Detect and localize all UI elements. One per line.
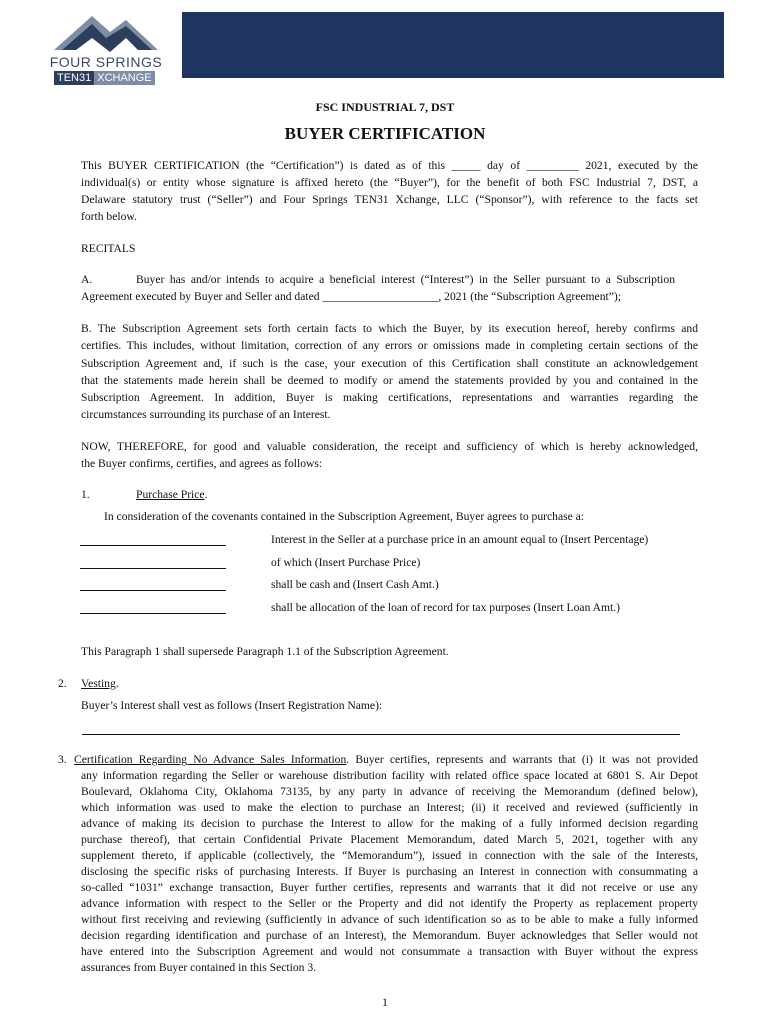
recital-b-line: circumstances surrounding its purchase of an Interest. bbox=[81, 408, 331, 421]
cash-amount-blank-line[interactable] bbox=[80, 589, 226, 591]
intro-line: This BUYER CERTIFICATION (the “Certification”) is dated as of this _____ day of _________ 2021, executed by the bbox=[81, 159, 698, 172]
section-3-line: purchase thereof), that certain Confidential Private Placement Memorandum, dated March 5, 2021, together with any bbox=[81, 833, 698, 846]
section-1-number: 1. bbox=[81, 488, 90, 501]
section-1-lead: In consideration of the covenants contained in the Subscription Agreement, Buyer agrees to purchase a: bbox=[104, 510, 585, 523]
section-3-first-line bbox=[74, 752, 698, 769]
loan-amount-row-label: shall be allocation of the loan of record for tax purposes (Insert Loan Amt.) bbox=[271, 601, 620, 614]
section-1-heading bbox=[136, 487, 207, 504]
logo-ten31: TEN31 bbox=[54, 71, 94, 85]
loan-amount-blank-line[interactable] bbox=[80, 612, 226, 614]
logo-subwordmark bbox=[54, 71, 155, 85]
percentage-blank-line[interactable] bbox=[80, 544, 226, 546]
section-3-line: Boulevard, Oklahoma City, Oklahoma 73135, by any party in advance of receiving the Memorandum (defined below), bbox=[81, 785, 698, 798]
section-3-line: advance of making its decision to purchase the Interest to allow for the making of a fully informed decision regarding bbox=[81, 817, 698, 830]
section-2-heading bbox=[81, 676, 119, 693]
logo-xchange: XCHANGE bbox=[94, 71, 154, 85]
four-springs-logo bbox=[48, 8, 164, 84]
logo-wordmark: FOUR SPRINGS bbox=[49, 54, 163, 70]
section-3-line: disclosing the specific risks of purchasing Interests. If Buyer is purchasing an Interest in connection with consummating a bbox=[81, 865, 698, 878]
percentage-row-label: Interest in the Seller at a purchase price in an amount equal to (Insert Percentage) bbox=[271, 533, 649, 546]
section-3-line: without first receiving and reviewing (sufficiently in advance of such identification so as to be able to make a fully informed bbox=[81, 913, 698, 926]
registration-name-blank-line[interactable] bbox=[82, 733, 680, 735]
intro-line: Delaware statutory trust (“Seller”) and Four Springs TEN31 Xchange, LLC (“Sponsor”), with reference to the facts set bbox=[81, 193, 698, 206]
recital-a-line: Buyer has and/or intends to acquire a beneficial interest (“Interest”) in the Seller pursuant to a Subscription bbox=[136, 273, 675, 286]
recital-a-letter: A. bbox=[81, 273, 93, 286]
recital-b-line: certifies. This includes, without limitation, correction of any errors or omissions made in completing certain sections of the bbox=[81, 339, 698, 352]
cash-amount-row-label: shall be cash and (Insert Cash Amt.) bbox=[271, 578, 439, 591]
section-3-number: 3. bbox=[58, 753, 67, 766]
header-banner bbox=[182, 12, 724, 78]
document-title: BUYER CERTIFICATION bbox=[284, 124, 486, 143]
section-3-line: assurances from Buyer contained in this Section 3. bbox=[81, 961, 317, 974]
section-2-number: 2. bbox=[58, 677, 67, 690]
recital-b-line: Subscription Agreement. In addition, Buyer is making certifications, representations and warranties regarding the bbox=[81, 391, 698, 404]
recital-b-line: that the statements made herein shall be deemed to modify or amend the statements provided by you and contained in the bbox=[81, 374, 698, 387]
section-2-title-period: . bbox=[115, 677, 119, 690]
purchase-price-row-label: of which (Insert Purchase Price) bbox=[271, 556, 421, 569]
mountain-logo-icon bbox=[48, 8, 164, 54]
section-3-line: supplement thereto, if applicable (collectively, the “Memorandum”), issued in connection with the sale of the Interests, bbox=[81, 849, 698, 862]
purchase-price-blank-line[interactable] bbox=[80, 567, 226, 569]
section-2-title: Vesting bbox=[81, 677, 116, 690]
recital-a-line: Agreement executed by Buyer and Seller and dated ____________________, 2021 (the “Subscription Agreement”); bbox=[81, 290, 621, 303]
section-3-line: any information regarding the Seller or warehouse distribution facility with related office space located at 6801 S. Air Depot bbox=[81, 769, 698, 782]
section-3-line: advance information with respect to the Seller or the Property and did not identify the Property as replacement property bbox=[81, 897, 698, 910]
intro-line: individual(s) or entity whose signature is affixed hereto (the “Buyer”), for the benefit of both FSC Industrial 7, DST, a bbox=[81, 176, 698, 189]
now-therefore-line: NOW, THEREFORE, for good and valuable consideration, the receipt and sufficiency of which is hereby acknowledged, bbox=[81, 440, 698, 453]
section-1-title: Purchase Price bbox=[136, 488, 205, 501]
section-3-line: decision regarding identification and purchase of an Interest), the Memorandum. Buyer acknowledges that Seller would not bbox=[81, 929, 698, 942]
section-3-line: which information was used to make the election to purchase an Interest; (ii) it received and reviewed (sufficiently in bbox=[81, 801, 698, 814]
recital-b-line: B. The Subscription Agreement sets forth certain facts to which the Buyer, by its execution hereof, hereby confirms and bbox=[81, 322, 698, 335]
intro-line: forth below. bbox=[81, 210, 137, 223]
section-1-supersede: This Paragraph 1 shall supersede Paragraph 1.1 of the Subscription Agreement. bbox=[81, 645, 449, 658]
document-subtitle: FSC INDUSTRIAL 7, DST bbox=[315, 100, 455, 114]
section-3-title: Certification Regarding No Advance Sales Information bbox=[74, 753, 347, 766]
section-3-first-line-rest: . Buyer certifies, represents and warrants that (i) it was not provided bbox=[346, 753, 698, 766]
now-therefore-line: the Buyer confirms, certifies, and agrees as follows: bbox=[81, 457, 323, 470]
section-3-line: have entered into the Subscription Agreement and would not consummate a transaction with Buyer without the express bbox=[81, 945, 698, 958]
section-3-line: so-called “1031” exchange transaction, Buyer further certifies, represents and warrants that it did not receive or use any bbox=[81, 881, 698, 894]
recital-b-line: Subscription Agreement and, if such is the case, your execution of this Certification shall constitute an acknowledgement bbox=[81, 357, 698, 370]
recitals-heading: RECITALS bbox=[81, 242, 136, 255]
section-2-body: Buyer’s Interest shall vest as follows (Insert Registration Name): bbox=[81, 699, 383, 712]
section-1-title-period: . bbox=[204, 488, 208, 501]
page-number: 1 bbox=[382, 995, 388, 1009]
